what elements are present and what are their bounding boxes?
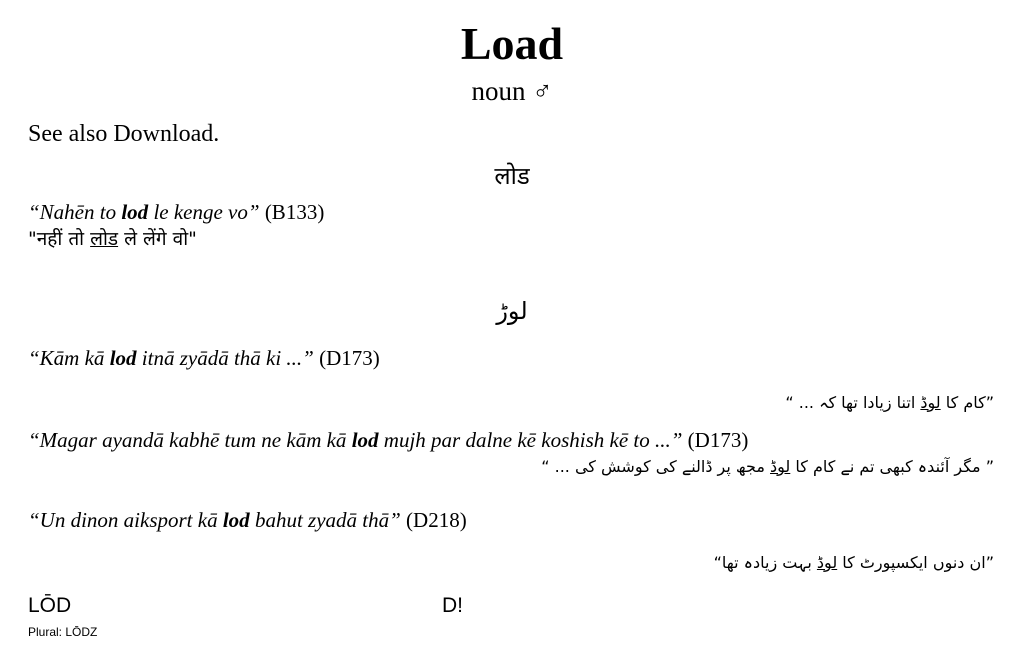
pronunciation-spelling: LŌD (28, 594, 72, 617)
urdu-example-script-1: ”کام کا لوڈ اتنا زیادا تھا کہ ... “ (785, 393, 994, 412)
urdu-example-script-2: ” مگر آئندہ کبھی تم نے کام کا لوڈ مجھ پر ڈالنے کی کوشش کی ... “ (541, 457, 994, 476)
dirty-mark: D! (442, 594, 463, 617)
male-gender-icon: ♂ (532, 76, 553, 106)
urdu-example-romanized-2: “Magar ayandā kabhē tum ne kām kā lod mujh par dalne kē koshish kē to ...” (D173) (28, 428, 749, 452)
pos-label: noun (471, 76, 526, 106)
headword: Load (460, 18, 564, 69)
part-of-speech (0, 74, 1024, 108)
urdu-example-script-3: ”ان دنوں ایکسپورٹ کا لوڈ بہت زیادہ تھا“ (713, 553, 994, 572)
urdu-heading: لوڑ (496, 297, 528, 325)
hindi-example-devanagari: "नहीं तो लोड ले लेंगे वो" (28, 228, 197, 250)
plural-form: Plural: LŌDZ (28, 625, 98, 639)
urdu-example-romanized-1: “Kām kā lod itnā zyādā thā ki ...” (D173) (28, 346, 380, 370)
hindi-heading: लोड (494, 162, 530, 190)
hindi-example-romanized: “Nahēn to lod le kenge vo” (B133) (28, 200, 325, 224)
see-also: See also Download. (28, 121, 220, 147)
urdu-example-romanized-3: “Un dinon aiksport kā lod bahut zyadā thā” (D218) (28, 508, 467, 532)
